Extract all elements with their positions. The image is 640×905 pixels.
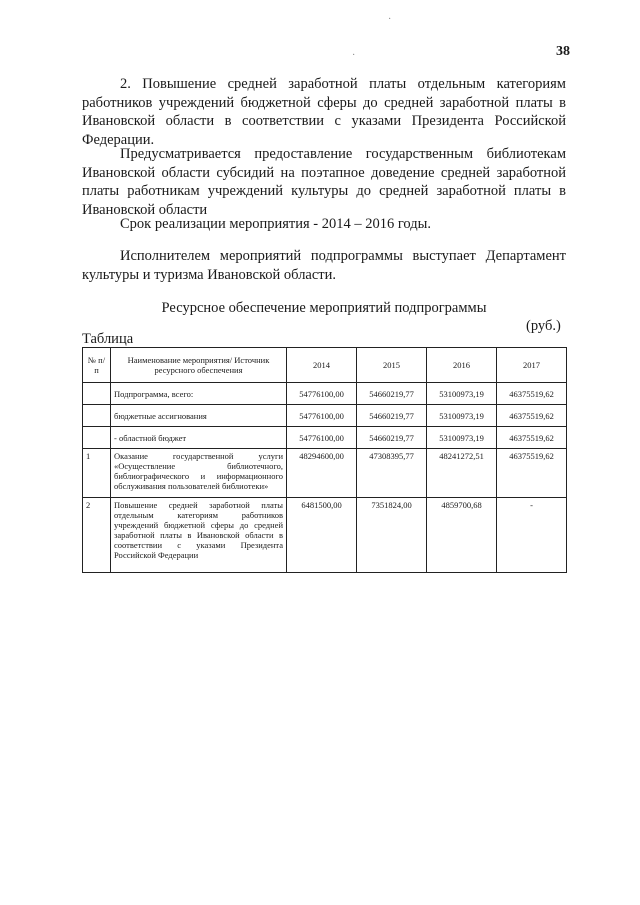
row-number: 1	[83, 449, 111, 498]
paragraph-4: Исполнителем мероприятий подпрограммы выступает Департамент культуры и туризма Ивановской области.	[82, 248, 566, 283]
paragraph-2: Предусматривается предоставление государственным библиотекам Ивановской области субсидий на поэтапное доведение средней заработной платы работникам учреждений культуры до средней заработной платы в Ивановской области	[82, 146, 566, 218]
row-value-2016: 53100973,19	[427, 405, 497, 427]
row-value-2014: 54776100,00	[287, 383, 357, 405]
row-value-2014: 54776100,00	[287, 427, 357, 449]
row-value-2017: -	[497, 498, 567, 573]
row-value-2017: 46375519,62	[497, 449, 567, 498]
row-number	[83, 383, 111, 405]
row-value-2017: 46375519,62	[497, 405, 567, 427]
row-number: 2	[83, 498, 111, 573]
row-value-2015: 54660219,77	[357, 383, 427, 405]
table-row	[83, 427, 567, 449]
row-value-2014: 6481500,00	[287, 498, 357, 573]
header-2014: 2014	[287, 348, 357, 383]
row-number	[83, 405, 111, 427]
row-value-2016: 4859700,68	[427, 498, 497, 573]
row-name: Оказание государственной услуги «Осуществление библиотечного, библиографического и информационного обслуживания пользователей библиотеки»	[111, 449, 287, 498]
row-value-2017: 46375519,62	[497, 383, 567, 405]
table-row	[83, 405, 567, 427]
row-value-2016: 53100973,19	[427, 427, 497, 449]
row-name: - областной бюджет	[111, 427, 287, 449]
row-name: Подпрограмма, всего:	[111, 383, 287, 405]
row-value-2017: 46375519,62	[497, 427, 567, 449]
scan-dot: ·	[388, 14, 392, 25]
row-value-2016: 48241272,51	[427, 449, 497, 498]
row-value-2015: 47308395,77	[357, 449, 427, 498]
units-label: (руб.)	[526, 318, 561, 334]
row-value-2014: 48294600,00	[287, 449, 357, 498]
header-2016: 2016	[427, 348, 497, 383]
header-2015: 2015	[357, 348, 427, 383]
paragraph-1: 2. Повышение средней заработной платы отдельным категориям работников учреждений бюджетной сферы до средней заработной платы в Ивановской области в соответствии с указами Президента Российской Федерации.	[82, 76, 566, 148]
table-label: Таблица	[82, 331, 134, 347]
table-row	[83, 449, 567, 498]
row-name: Повышение средней заработной платы отдельным категориям работников учреждений бюджетной сферы до средней заработной платы в Ивановской области в соответствии с указами Президента Российской Федерации	[111, 498, 287, 573]
row-number	[83, 427, 111, 449]
row-value-2015: 7351824,00	[357, 498, 427, 573]
row-value-2015: 54660219,77	[357, 405, 427, 427]
row-value-2015: 54660219,77	[357, 427, 427, 449]
row-name: бюджетные ассигнования	[111, 405, 287, 427]
paragraph-3: Срок реализации мероприятия - 2014 – 2016 годы.	[120, 216, 432, 232]
scan-dot: ·	[352, 50, 356, 61]
resource-table	[82, 347, 567, 573]
row-value-2014: 54776100,00	[287, 405, 357, 427]
table-title: Ресурсное обеспечение мероприятий подпрограммы	[161, 300, 487, 316]
table-header-row	[83, 348, 567, 383]
page-number: 38	[556, 44, 570, 59]
table-row	[83, 383, 567, 405]
table-row	[83, 498, 567, 573]
header-2017: 2017	[497, 348, 567, 383]
row-value-2016: 53100973,19	[427, 383, 497, 405]
header-name: Наименование мероприятия/ Источник ресурсного обеспечения	[111, 348, 287, 383]
header-number: № п/п	[83, 348, 111, 383]
